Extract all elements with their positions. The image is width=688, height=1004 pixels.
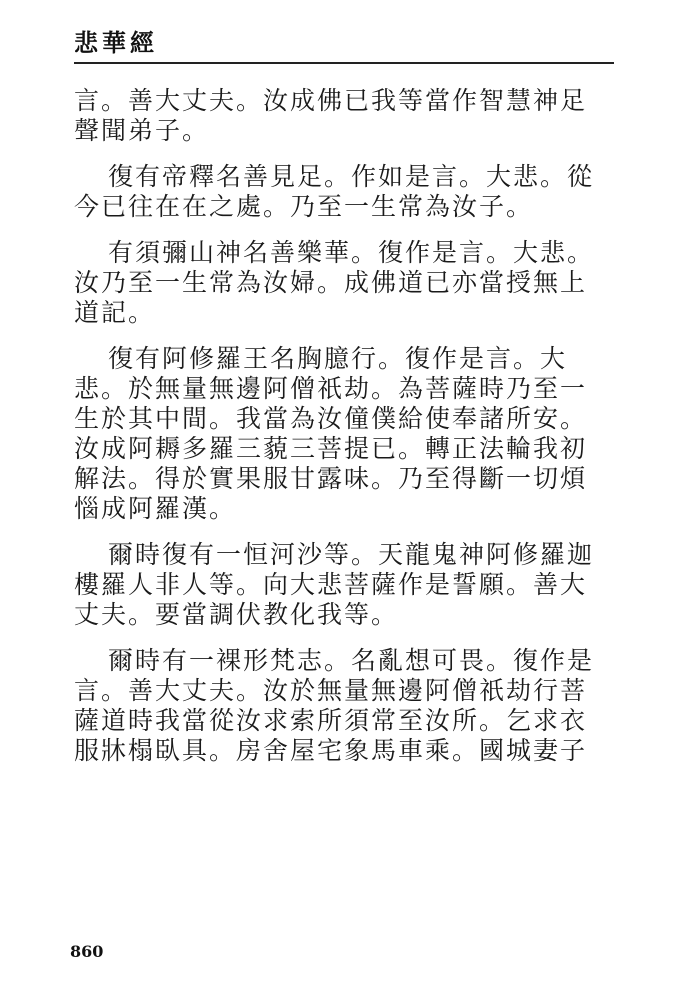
text-line: 解法。得於實果服甘露味。乃至得斷一切煩 <box>74 464 588 493</box>
text-line: 汝成阿耨多羅三藐三菩提已。轉正法輪我初 <box>74 434 588 463</box>
text-line: 服牀榻臥具。房舍屋宅象馬車乘。國城妻子 <box>74 736 588 765</box>
text-line: 丈夫。要當調伏教化我等。 <box>74 600 399 629</box>
text-line: 惱成阿羅漢。 <box>74 494 237 523</box>
text-line: 生於其中間。我當為汝僮僕給使奉諸所安。 <box>74 404 588 433</box>
header-title: 悲華經 <box>74 28 158 57</box>
text-line: 薩道時我當從汝求索所須常至汝所。乞求衣 <box>74 706 588 735</box>
text-line: 今已往在在之處。乃至一生常為汝子。 <box>74 192 534 221</box>
text-line: 汝乃至一生常為汝婦。成佛道已亦當授無上 <box>74 268 588 297</box>
running-header <box>74 26 614 64</box>
text-line: 言。善大丈夫。汝於無量無邊阿僧祇劫行菩 <box>74 676 588 705</box>
text-line: 樓羅人非人等。向大悲菩薩作是誓願。善大 <box>74 570 588 599</box>
text-line: 悲。於無量無邊阿僧祇劫。為菩薩時乃至一 <box>74 374 588 403</box>
text-line: 道記。 <box>74 298 156 327</box>
text-line: 聲聞弟子。 <box>74 116 210 145</box>
text-line: 復有阿修羅王名胸臆行。復作是言。大 <box>108 344 568 373</box>
text-line: 言。善大丈夫。汝成佛已我等當作智慧神足 <box>74 86 588 115</box>
text-line: 爾時有一裸形梵志。名亂想可畏。復作是 <box>108 646 595 675</box>
body-text <box>74 86 619 766</box>
text-line: 有須彌山神名善樂華。復作是言。大悲。 <box>108 238 595 267</box>
header-rule <box>74 62 614 64</box>
text-line: 復有帝釋名善見足。作如是言。大悲。從 <box>108 162 595 191</box>
page-number: 860 <box>70 942 104 961</box>
text-line: 爾時復有一恒河沙等。天龍鬼神阿修羅迦 <box>108 540 595 569</box>
